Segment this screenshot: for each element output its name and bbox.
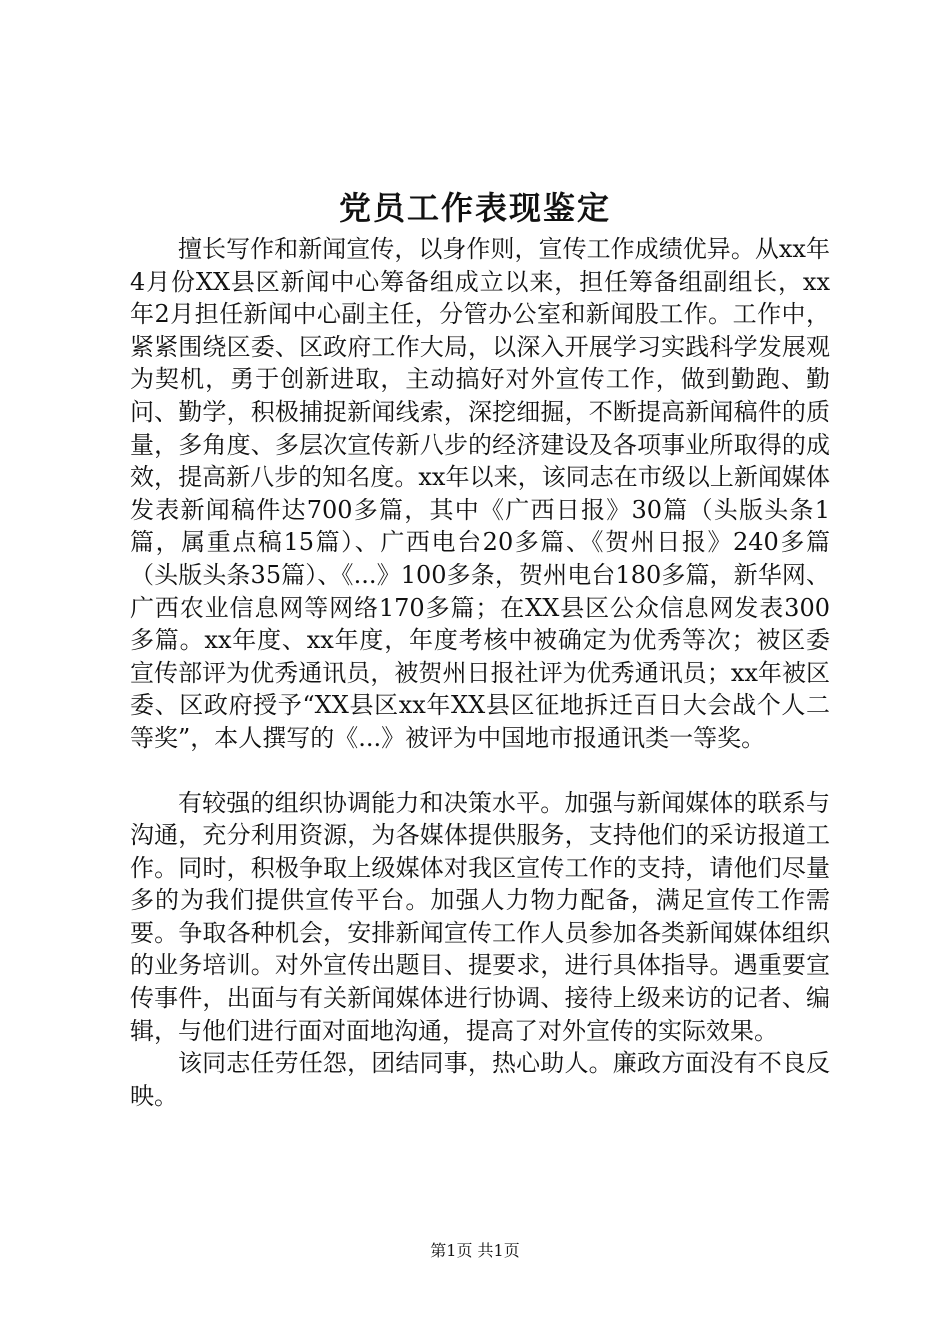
document-title: 党员工作表现鉴定 <box>338 189 611 227</box>
paragraph-conduct: 该同志任劳任怨，团结同事，热心助人。廉政方面没有不良反映。 <box>130 1049 830 1110</box>
paragraph-writing-and-publicity: 擅长写作和新闻宣传，以身作则，宣传工作成绩优异。从xx年4月份XX县区新闻中心筹备组成立以来，担任筹备组副组长，xx年2月担任新闻中心副主任，分管办公室和新闻股工作。工作中，紧紧围绕区委、区政府工作大局，以深入开展学习实践科学发展观为契机，勇于创新进取，主动搞好对外宣传工作，做到勤跑、勤问、勤学，积极捕捉新闻线索，深挖细掘，不断提高新闻稿件的质量，多角度、多层次宣传新八步的经济建设及各项事业所取得的成效，提高新八步的知名度。xx年以来，该同志在市级以上新闻媒体发表新闻稿件达700多篇，其中《广西日报》30篇（头版头条1篇，属重点稿15篇）、广西电台20多篇、《贺州日报》240多篇（头版头条35篇）、《...》100多条，贺州电台180多篇，新华网、广西农业信息网等网络170多篇；在XX县区公众信息网发表300多篇。xx年度、xx年度，年度考核中被确定为优秀等次；被区委宣传部评为优秀通讯员，被贺州日报社评为优秀通讯员；xx年被区委、区政府授予“XX县区xx年XX县区征地拆迁百日大会战个人二等奖”，本人撰写的《...》被评为中国地市报通讯类一等奖。 <box>130 235 830 752</box>
paragraph-spacer <box>130 755 830 787</box>
paragraph-coordination-ability: 有较强的组织协调能力和决策水平。加强与新闻媒体的联系与沟通，充分利用资源，为各媒体提供服务，支持他们的采访报道工作。同时，积极争取上级媒体对我区宣传工作的支持，请他们尽量多的为我们提供宣传平台。加强人力物力配备，满足宣传工作需要。争取各种机会，安排新闻宣传工作人员参加各类新闻媒体组织的业务培训。对外宣传出题目、提要求，进行具体指导。遇重要宣传事件，出面与有关新闻媒体进行协调、接待上级来访的记者、编辑，与他们进行面对面地沟通，提高了对外宣传的实际效果。 <box>130 788 830 1045</box>
document-body <box>130 233 830 1112</box>
page-footer: 第1页 共1页 <box>430 1241 520 1260</box>
